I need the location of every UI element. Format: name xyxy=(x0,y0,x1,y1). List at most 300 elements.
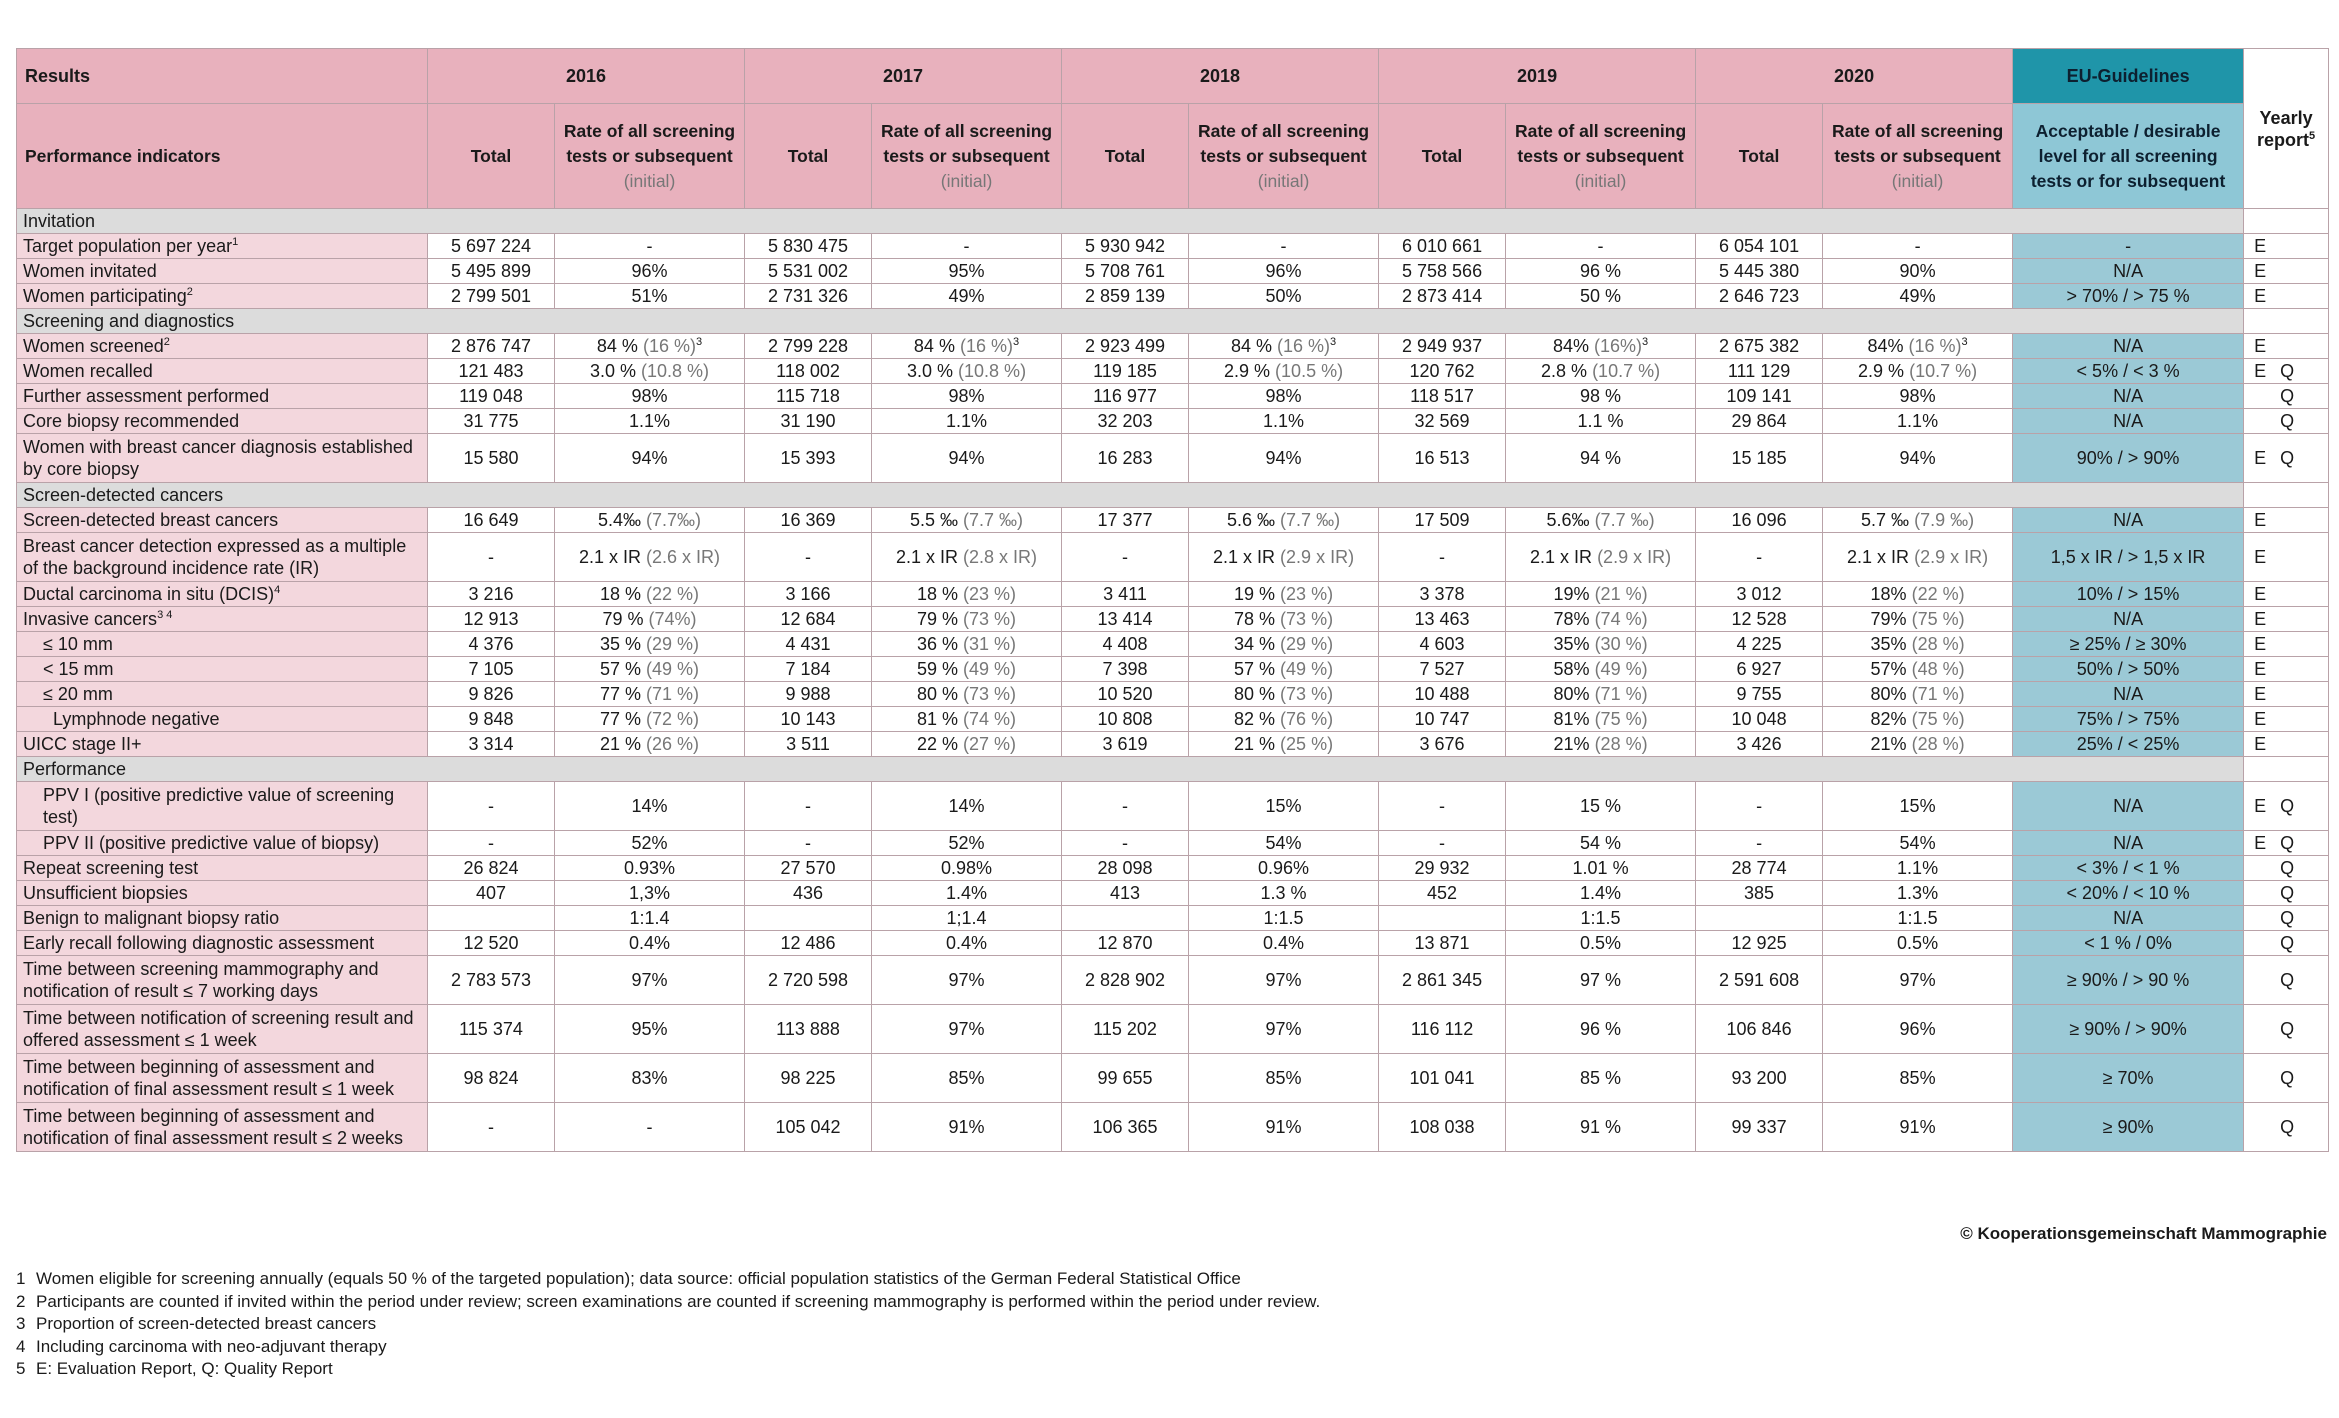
rate-value: 97% xyxy=(1265,1019,1302,1039)
yearly-report-label: Yearly report xyxy=(2257,107,2313,150)
section-title: Invitation xyxy=(17,209,2244,234)
eu-guideline-cell: N/A xyxy=(2013,831,2244,856)
rate-cell xyxy=(1823,284,2013,309)
rate-footnote-sup: 3 xyxy=(1012,336,1020,348)
rate-value: 84 % xyxy=(596,336,638,356)
rate-value: 77 % xyxy=(599,684,641,704)
total-cell: - xyxy=(1379,782,1506,831)
total-cell: 12 528 xyxy=(1696,607,1823,632)
eu-guideline-cell: N/A xyxy=(2013,782,2244,831)
footnote-text: Participants are counted if invited within the period under review; screen examinations are counted if screening mammography is performed within the period under review. xyxy=(36,1291,1321,1311)
rate-cell xyxy=(1189,359,1379,384)
total-cell: 115 718 xyxy=(745,384,872,409)
rate-cell xyxy=(1189,1054,1379,1103)
rate-initial-label: (initial) xyxy=(1891,170,1944,191)
total-cell: 27 570 xyxy=(745,856,872,881)
rate-header xyxy=(872,104,1062,209)
rate-cell xyxy=(555,1054,745,1103)
rate-cell xyxy=(1506,409,1696,434)
total-cell: 2 828 902 xyxy=(1062,956,1189,1005)
total-header: Total xyxy=(1696,104,1823,209)
rate-value: 96% xyxy=(631,261,668,281)
rate-cell xyxy=(1823,582,2013,607)
total-cell xyxy=(745,906,872,931)
total-cell: 121 483 xyxy=(428,359,555,384)
rate-value: 1;1.4 xyxy=(946,908,987,928)
total-cell: 16 513 xyxy=(1379,434,1506,483)
total-cell: 4 603 xyxy=(1379,632,1506,657)
table-row xyxy=(17,1054,2329,1103)
total-cell: 385 xyxy=(1696,881,1823,906)
rate-cell xyxy=(1506,956,1696,1005)
rate-cell xyxy=(555,632,745,657)
total-cell: 5 708 761 xyxy=(1062,259,1189,284)
yearly-report-cell xyxy=(2244,632,2329,657)
rate-value: 82% xyxy=(1870,709,1907,729)
eu-guideline-cell: - xyxy=(2013,234,2244,259)
rate-value: 5.7 ‰ xyxy=(1861,510,1910,530)
footnote-number: 4 xyxy=(16,1336,26,1356)
eu-guideline-cell: < 20% / < 10 % xyxy=(2013,881,2244,906)
rate-cell xyxy=(1823,732,2013,757)
row-label-text: Breast cancer detection expressed as a multiple of the background incidence rate (IR) xyxy=(23,536,407,578)
total-cell: 413 xyxy=(1062,881,1189,906)
rate-cell xyxy=(1823,1103,2013,1152)
rate-cell xyxy=(872,259,1062,284)
row-label xyxy=(17,657,428,682)
year-header: 2016 xyxy=(428,49,745,104)
row-label xyxy=(17,732,428,757)
yearly-report-cell xyxy=(2244,782,2329,831)
evaluation-report-flag: E xyxy=(2254,659,2267,679)
eu-guideline-cell: ≥ 25% / ≥ 30% xyxy=(2013,632,2244,657)
total-cell: 108 038 xyxy=(1379,1103,1506,1152)
rate-cell xyxy=(555,409,745,434)
table-row xyxy=(17,881,2329,906)
rate-cell xyxy=(1189,632,1379,657)
rate-value: 15% xyxy=(1899,796,1936,816)
rate-initial-value: (7.7‰) xyxy=(646,510,702,530)
rate-value: 35% xyxy=(1870,634,1907,654)
quality-report-flag: Q xyxy=(2280,883,2295,903)
total-cell: - xyxy=(745,782,872,831)
rate-value: 1:1.5 xyxy=(1897,908,1938,928)
year-header: 2019 xyxy=(1379,49,1696,104)
total-cell: 12 486 xyxy=(745,931,872,956)
rate-value: 98% xyxy=(631,386,668,406)
rate-cell xyxy=(1189,856,1379,881)
rate-cell xyxy=(1506,657,1696,682)
rate-value: - xyxy=(1914,236,1921,256)
rate-cell xyxy=(1823,384,2013,409)
eu-guideline-cell: 25% / < 25% xyxy=(2013,732,2244,757)
rate-cell xyxy=(1506,782,1696,831)
rate-initial-value: (73 %) xyxy=(963,609,1017,629)
rate-cell xyxy=(1189,682,1379,707)
rate-value: 1.1% xyxy=(628,411,671,431)
rate-cell xyxy=(1189,931,1379,956)
rate-cell xyxy=(872,881,1062,906)
rate-cell xyxy=(555,284,745,309)
evaluation-report-flag: E xyxy=(2254,286,2267,306)
quality-report-flag: Q xyxy=(2280,386,2295,406)
total-cell: 2 646 723 xyxy=(1696,284,1823,309)
rate-cell xyxy=(1506,931,1696,956)
rate-value: 1,3% xyxy=(628,883,671,903)
eu-guideline-cell: N/A xyxy=(2013,334,2244,359)
copyright-notice: © Kooperationsgemeinschaft Mammographie xyxy=(1960,1224,2327,1243)
rate-cell xyxy=(1506,831,1696,856)
rate-initial-value: (7.7 ‰) xyxy=(1280,510,1341,530)
rate-value: 1.4% xyxy=(1580,883,1622,903)
total-cell: 6 010 661 xyxy=(1379,234,1506,259)
table-row xyxy=(17,782,2329,831)
yearly-report-cell xyxy=(2244,607,2329,632)
eu-guideline-cell: N/A xyxy=(2013,906,2244,931)
total-cell: 116 112 xyxy=(1379,1005,1506,1054)
rate-initial-value: (10.5 %) xyxy=(1275,361,1344,381)
row-label xyxy=(17,831,428,856)
rate-cell xyxy=(1189,881,1379,906)
evaluation-report-flag: E xyxy=(2254,609,2267,629)
yearly-report-cell xyxy=(2244,1054,2329,1103)
yearly-report-cell xyxy=(2244,831,2329,856)
table-row xyxy=(17,582,2329,607)
yearly-report-cell xyxy=(2244,1005,2329,1054)
rate-initial-value: (22 %) xyxy=(646,584,700,604)
rate-value: 91 % xyxy=(1580,1117,1622,1137)
evaluation-report-flag: E xyxy=(2254,709,2267,729)
rate-initial-value: (72 %) xyxy=(646,709,700,729)
total-cell: 4 376 xyxy=(428,632,555,657)
total-cell: 32 569 xyxy=(1379,409,1506,434)
yearly-report-header xyxy=(2244,49,2329,209)
rate-initial-label: (initial) xyxy=(940,170,993,191)
rate-cell xyxy=(555,259,745,284)
total-cell: 9 988 xyxy=(745,682,872,707)
rate-value: 15 % xyxy=(1580,796,1622,816)
table-row xyxy=(17,1005,2329,1054)
evaluation-report-flag: E xyxy=(2254,734,2267,754)
row-label xyxy=(17,334,428,359)
rate-initial-value: (26 %) xyxy=(646,734,700,754)
total-cell: 93 200 xyxy=(1696,1054,1823,1103)
row-label xyxy=(17,632,428,657)
rate-cell xyxy=(872,234,1062,259)
rate-cell xyxy=(1189,234,1379,259)
rate-cell xyxy=(872,856,1062,881)
yearly-report-cell xyxy=(2244,359,2329,384)
rate-initial-value: (73 %) xyxy=(1280,684,1334,704)
quality-report-flag: Q xyxy=(2280,1019,2295,1039)
rate-value: 1.1% xyxy=(1263,411,1305,431)
rate-cell xyxy=(555,1005,745,1054)
table-row xyxy=(17,956,2329,1005)
rate-value: 97% xyxy=(1899,970,1936,990)
row-label-text: Women participating xyxy=(23,286,187,306)
footnotes xyxy=(16,1268,1816,1381)
rate-value: 21 % xyxy=(1234,734,1276,754)
row-label-text: PPV I (positive predictive value of screening test) xyxy=(43,785,395,827)
rate-value: 18 % xyxy=(599,584,641,604)
row-label-sup: 2 xyxy=(186,286,193,298)
rate-value: 79 % xyxy=(602,609,644,629)
rate-cell xyxy=(1506,1103,1696,1152)
rate-initial-value: (27 %) xyxy=(963,734,1017,754)
row-label xyxy=(17,434,428,483)
rate-value: 77 % xyxy=(599,709,641,729)
row-label xyxy=(17,284,428,309)
rate-value: 79 % xyxy=(916,609,959,629)
rate-value: 94 % xyxy=(1580,448,1622,468)
rate-initial-value: (28 %) xyxy=(1911,634,1965,654)
rate-cell xyxy=(1823,508,2013,533)
row-label-text: Women screened xyxy=(23,336,164,356)
rate-cell xyxy=(872,1103,1062,1152)
eu-guideline-cell: N/A xyxy=(2013,508,2244,533)
rate-cell xyxy=(1189,384,1379,409)
eu-guideline-cell: 50% / > 50% xyxy=(2013,657,2244,682)
rate-cell xyxy=(1189,409,1379,434)
rate-cell xyxy=(1823,682,2013,707)
rate-value: 21% xyxy=(1870,734,1907,754)
total-cell: 17 377 xyxy=(1062,508,1189,533)
rate-header xyxy=(555,104,745,209)
table-row xyxy=(17,682,2329,707)
total-cell: 4 225 xyxy=(1696,632,1823,657)
rate-initial-value: (49 %) xyxy=(1280,659,1334,679)
rate-cell xyxy=(872,1005,1062,1054)
total-cell: 3 012 xyxy=(1696,582,1823,607)
rate-value: 2.1 x IR xyxy=(1530,547,1593,567)
row-label xyxy=(17,856,428,881)
total-cell: 5 495 899 xyxy=(428,259,555,284)
total-cell: - xyxy=(1062,533,1189,582)
quality-report-flag: Q xyxy=(2280,933,2295,953)
rate-initial-value: (25 %) xyxy=(1280,734,1334,754)
footnote xyxy=(16,1313,1816,1336)
quality-report-flag: Q xyxy=(2280,908,2295,928)
footnote-text: Proportion of screen-detected breast cancers xyxy=(36,1314,377,1333)
row-label-text: Repeat screening test xyxy=(23,858,199,878)
table-row xyxy=(17,259,2329,284)
rate-value: 18 % xyxy=(916,584,959,604)
rate-value: 19% xyxy=(1553,584,1590,604)
total-header: Total xyxy=(1379,104,1506,209)
rate-initial-value: (2.8 x IR) xyxy=(963,547,1038,567)
rate-initial-value: (22 %) xyxy=(1911,584,1965,604)
total-cell: - xyxy=(428,533,555,582)
total-cell: 12 684 xyxy=(745,607,872,632)
rate-cell xyxy=(1823,906,2013,931)
yearly-report-cell xyxy=(2244,906,2329,931)
total-cell: 31 190 xyxy=(745,409,872,434)
rate-cell xyxy=(1506,284,1696,309)
total-cell: - xyxy=(1062,831,1189,856)
row-label-text: < 15 mm xyxy=(43,659,114,679)
quality-report-flag: Q xyxy=(2280,970,2295,990)
rate-initial-value: (75 %) xyxy=(1911,609,1965,629)
evaluation-report-flag: E xyxy=(2254,361,2267,381)
rate-cell xyxy=(1189,1103,1379,1152)
eu-guideline-cell: N/A xyxy=(2013,682,2244,707)
evaluation-report-flag: E xyxy=(2254,448,2267,468)
rate-cell xyxy=(1506,359,1696,384)
total-cell: 120 762 xyxy=(1379,359,1506,384)
table-row xyxy=(17,409,2329,434)
rate-cell xyxy=(1189,732,1379,757)
total-cell: 29 864 xyxy=(1696,409,1823,434)
rate-initial-value: (29 %) xyxy=(1280,634,1334,654)
table-row xyxy=(17,234,2329,259)
total-cell: 2 949 937 xyxy=(1379,334,1506,359)
rate-value: 96% xyxy=(1265,261,1302,281)
rate-cell xyxy=(555,682,745,707)
rate-value: 50 % xyxy=(1580,286,1622,306)
rate-cell xyxy=(555,434,745,483)
rate-value: 54% xyxy=(1265,833,1302,853)
footnote xyxy=(16,1358,1816,1381)
total-cell: 111 129 xyxy=(1696,359,1823,384)
rate-cell xyxy=(1189,284,1379,309)
rate-value: - xyxy=(1280,236,1287,256)
row-label xyxy=(17,384,428,409)
rate-value: 21% xyxy=(1553,734,1590,754)
row-label-text: ≤ 20 mm xyxy=(43,684,113,704)
rate-cell xyxy=(555,931,745,956)
results-table xyxy=(16,48,2329,1152)
rate-initial-value: (10.8 %) xyxy=(641,361,710,381)
table-row xyxy=(17,931,2329,956)
rate-value: 84 % xyxy=(1230,336,1272,356)
rate-initial-value: (73 %) xyxy=(1280,609,1334,629)
total-cell: 32 203 xyxy=(1062,409,1189,434)
rate-initial-value: (23 %) xyxy=(963,584,1017,604)
total-cell: - xyxy=(428,831,555,856)
performance-indicators-header: Performance indicators xyxy=(17,104,428,209)
rate-cell xyxy=(1506,508,1696,533)
total-cell: 98 225 xyxy=(745,1054,872,1103)
rate-cell xyxy=(555,956,745,1005)
rate-cell xyxy=(1189,434,1379,483)
total-cell: - xyxy=(428,782,555,831)
rate-cell xyxy=(872,1054,1062,1103)
eu-guideline-cell: < 3% / < 1 % xyxy=(2013,856,2244,881)
quality-report-flag: Q xyxy=(2280,833,2295,853)
rate-value: 91% xyxy=(948,1117,985,1137)
row-label-text: ≤ 10 mm xyxy=(43,634,113,654)
row-label xyxy=(17,234,428,259)
table-row xyxy=(17,856,2329,881)
rate-cell xyxy=(872,707,1062,732)
rate-value: 14% xyxy=(631,796,668,816)
total-cell: 6 927 xyxy=(1696,657,1823,682)
rate-cell xyxy=(1823,234,2013,259)
rate-label: Rate of all screening tests or subsequent xyxy=(1197,120,1370,166)
rate-cell xyxy=(555,582,745,607)
section-row xyxy=(17,483,2329,508)
rate-cell xyxy=(1189,906,1379,931)
rate-cell xyxy=(555,707,745,732)
total-cell: 119 185 xyxy=(1062,359,1189,384)
rate-cell xyxy=(1823,1005,2013,1054)
evaluation-report-flag: E xyxy=(2254,336,2267,356)
header-row-columns xyxy=(17,104,2329,209)
rate-value: 94% xyxy=(1899,448,1936,468)
rate-cell xyxy=(872,906,1062,931)
rate-value: 5.4‰ xyxy=(597,510,641,530)
rate-value: 82 % xyxy=(1234,709,1276,729)
rate-value: 1.4% xyxy=(946,883,988,903)
yearly-report-cell xyxy=(2244,1103,2329,1152)
total-cell: 7 527 xyxy=(1379,657,1506,682)
rate-value: 80% xyxy=(1870,684,1907,704)
total-cell: 9 848 xyxy=(428,707,555,732)
total-cell xyxy=(428,906,555,931)
yearly-report-cell xyxy=(2244,533,2329,582)
total-cell: 2 799 228 xyxy=(745,334,872,359)
row-label-text: Women with breast cancer diagnosis established by core biopsy xyxy=(23,437,413,479)
table-row xyxy=(17,831,2329,856)
row-label-text: Core biopsy recommended xyxy=(23,411,240,431)
rate-cell xyxy=(555,906,745,931)
rate-cell xyxy=(555,334,745,359)
yearly-report-cell xyxy=(2244,234,2329,259)
rate-initial-value: (2.9 x IR) xyxy=(1914,547,1989,567)
rate-initial-value: (7.7 ‰) xyxy=(1594,510,1655,530)
row-label-text: Time between notification of screening result and offered assessment ≤ 1 week xyxy=(23,1008,414,1050)
rate-value: - xyxy=(646,1117,653,1137)
rate-cell xyxy=(1506,856,1696,881)
rate-label: Rate of all screening tests or subsequent xyxy=(1514,120,1687,166)
rate-value: 91% xyxy=(1265,1117,1302,1137)
rate-initial-value: (29 %) xyxy=(646,634,700,654)
total-cell: 118 517 xyxy=(1379,384,1506,409)
evaluation-report-flag: E xyxy=(2254,634,2267,654)
total-cell: 12 870 xyxy=(1062,931,1189,956)
row-label xyxy=(17,607,428,632)
row-label-text: Time between beginning of assessment and notification of final assessment result ≤ 2 weeks xyxy=(23,1106,404,1148)
rate-value: 84% xyxy=(1867,336,1904,356)
total-cell: 3 511 xyxy=(745,732,872,757)
rate-cell xyxy=(555,881,745,906)
rate-value: 3.0 % xyxy=(589,361,636,381)
rate-cell xyxy=(872,657,1062,682)
total-cell: 6 054 101 xyxy=(1696,234,1823,259)
yearly-report-cell xyxy=(2244,259,2329,284)
eu-guideline-cell: ≥ 90% / > 90% xyxy=(2013,1005,2244,1054)
total-cell: - xyxy=(1696,533,1823,582)
total-cell: 10 048 xyxy=(1696,707,1823,732)
total-cell: 17 509 xyxy=(1379,508,1506,533)
total-cell: 99 655 xyxy=(1062,1054,1189,1103)
rate-initial-value: (16 %) xyxy=(959,336,1013,356)
row-label xyxy=(17,582,428,607)
rate-value: 36 % xyxy=(916,634,959,654)
rate-value: 79% xyxy=(1870,609,1907,629)
total-cell: 2 731 326 xyxy=(745,284,872,309)
rate-initial-label: (initial) xyxy=(1574,170,1627,191)
total-cell: 105 042 xyxy=(745,1103,872,1152)
total-cell: 12 925 xyxy=(1696,931,1823,956)
table-row xyxy=(17,533,2329,582)
row-label xyxy=(17,782,428,831)
rate-value: 97% xyxy=(1265,970,1302,990)
year-header: 2018 xyxy=(1062,49,1379,104)
total-header: Total xyxy=(1062,104,1189,209)
footnote-number: 1 xyxy=(16,1269,26,1288)
row-label-text: Early recall following diagnostic assessment xyxy=(23,933,375,953)
